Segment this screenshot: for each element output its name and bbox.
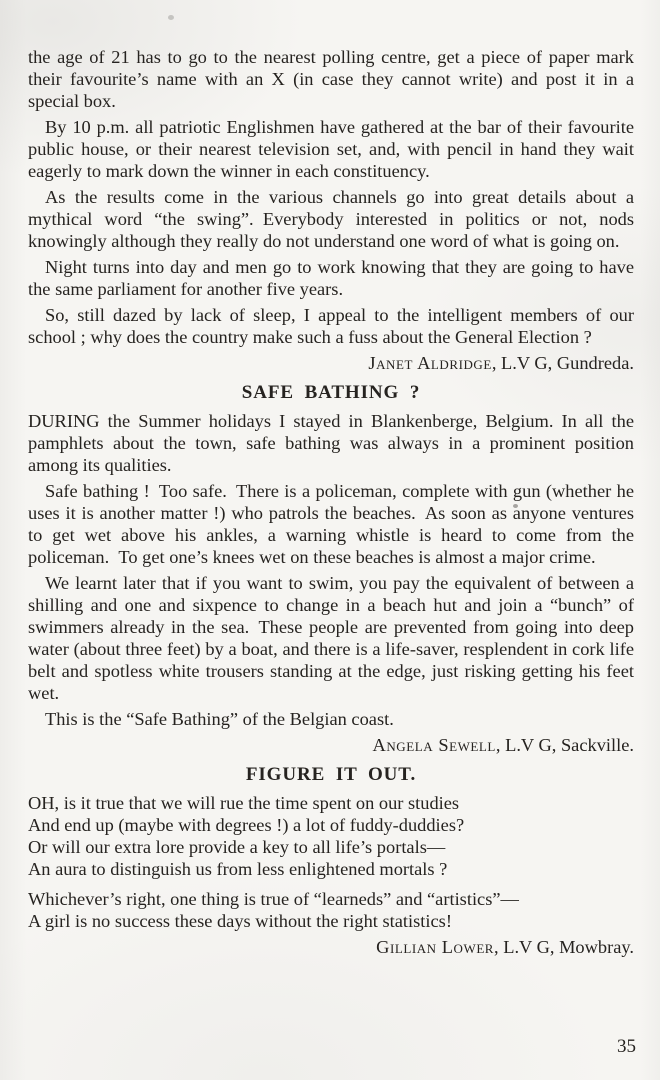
article-heading-safe-bathing: SAFE BATHING ? [241, 382, 421, 403]
author-name: Janet Aldridge [368, 353, 492, 373]
poem-line: Whichever’s right, one thing is true of “learneds” and “artistics”— [28, 889, 519, 909]
poem-stanza [28, 792, 634, 880]
paragraph: As the results come in the various channels go into great details about a mythical word “the swing”. Everybody interested in politics or not, nods knowingly although they really do not understand one word of what is going on. [28, 187, 634, 251]
byline-angela-sewell [28, 734, 634, 756]
paragraph: By 10 p.m. all patriotic Englishmen have gathered at the bar of their favourite public house, or their nearest television set, and, with pencil in hand they wait eagerly to mark down the winner in each constituency. [28, 117, 634, 181]
author-name: Angela Sewell [372, 735, 496, 755]
poem-stanza [28, 888, 634, 932]
paragraph: Safe bathing ! Too safe. There is a policeman, complete with gun (whether he uses it is another matter !) who patrols the beaches. As soon as anyone ventures to get wet above his ankles, a warning whistle is heard to come from the policeman. To get one’s knees wet on these beaches is almost a major crime. [28, 481, 634, 567]
poem-line: OH, is it true that we will rue the time spent on our studies [28, 793, 460, 813]
poem-line: An aura to distinguish us from less enlightened mortals ? [28, 859, 448, 879]
article-safe-bathing [28, 382, 634, 756]
paragraph: DURING the Summer holidays I stayed in Blankenberge, Belgium. In all the pamphlets about the town, safe bathing was always in a prominent position among its qualities. [28, 411, 634, 475]
paragraph: We learnt later that if you want to swim, you pay the equivalent of between a shilling and one and sixpence to change in a beach hut and join a “bunch” of swimmers already in the sea. These people are prevented from going into deep water (about three feet) by a boat, and there is a life-saver, resplendent in cork life belt and spotless white trousers standing at the edge, just risking getting his feet wet. [28, 573, 634, 703]
paragraph: Night turns into day and men go to work knowing that they are going to have the same parliament for another five years. [28, 257, 634, 299]
article-heading-figure-it-out: FIGURE IT OUT. [245, 764, 417, 785]
author-suffix: , L.V G, Gundreda. [491, 353, 634, 373]
author-suffix: , L.V G, Sackville. [495, 735, 634, 755]
scan-speck [513, 504, 518, 508]
paragraph: This is the “Safe Bathing” of the Belgian coast. [45, 709, 394, 729]
poem-line: A girl is no success these days without the right statistics! [28, 911, 452, 931]
poem-line: Or will our extra lore provide a key to all life’s portals— [28, 837, 446, 857]
page-number: 35 [617, 1036, 636, 1057]
poem-line: And end up (maybe with degrees !) a lot of fuddy-duddies? [28, 815, 465, 835]
author-suffix: , L.V G, Mowbray. [494, 937, 634, 957]
author-name: Gillian Lower [376, 937, 495, 957]
byline-gillian-lower [28, 936, 634, 958]
article-figure-it-out [28, 764, 634, 958]
byline-janet-aldridge [28, 352, 634, 374]
article-general-election [28, 46, 634, 374]
paragraph: the age of 21 has to go to the nearest polling centre, get a piece of paper mark their favourite’s name with an X (in case they cannot write) and post it in a special box. [28, 47, 634, 111]
scan-speck [168, 15, 174, 20]
paragraph: So, still dazed by lack of sleep, I appeal to the intelligent members of our school ; why does the country make such a fuss about the General Election ? [28, 305, 634, 347]
